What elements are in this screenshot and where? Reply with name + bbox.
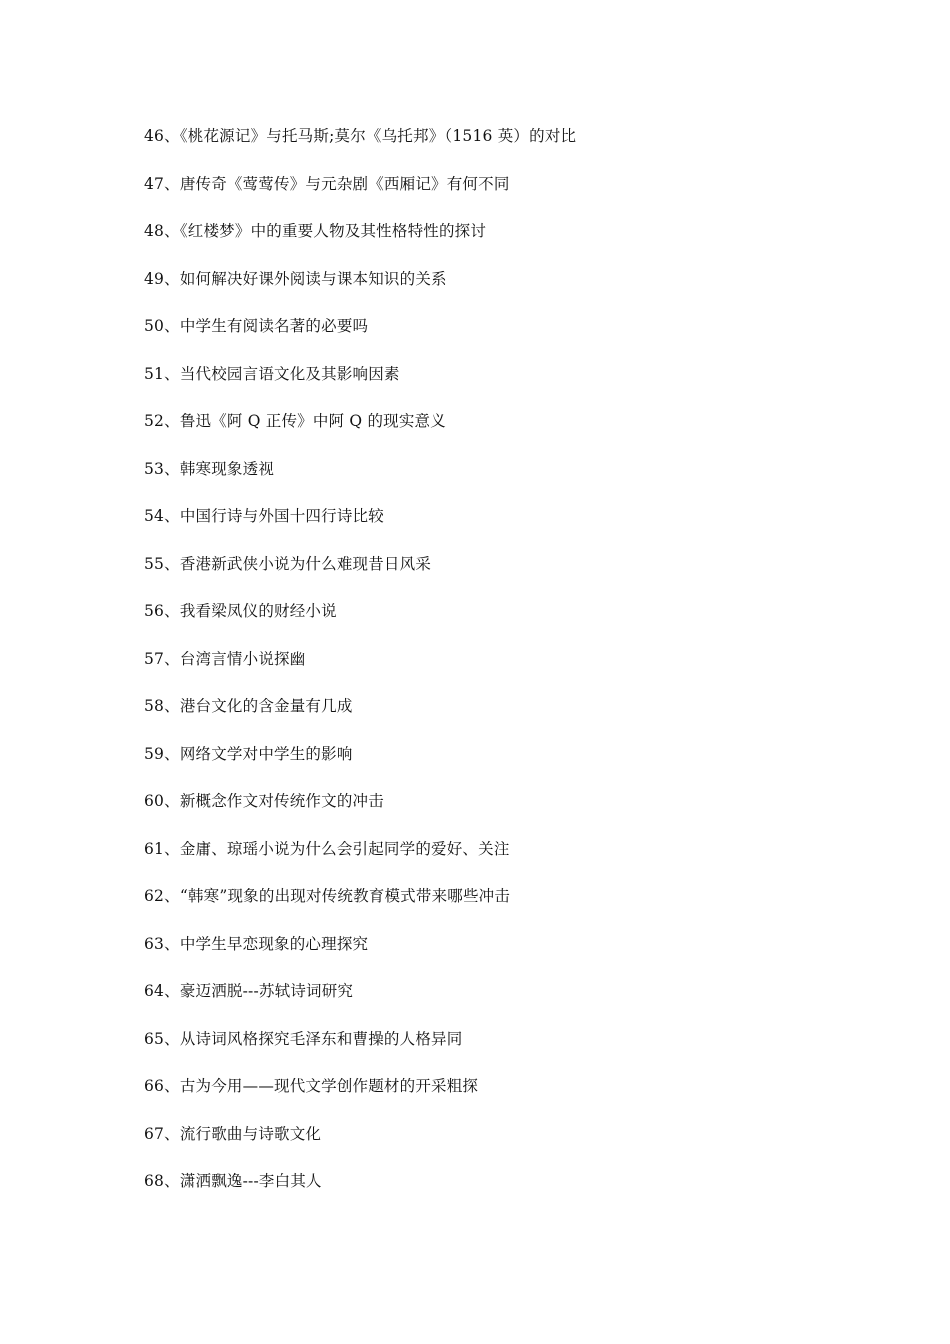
topic-list bbox=[144, 122, 576, 1215]
topic-item-54: 54、中国行诗与外国十四行诗比较 bbox=[144, 507, 384, 525]
topic-item-66: 66、古为今用——现代文学创作题材的开采粗探 bbox=[144, 1077, 479, 1095]
topic-item-64: 64、豪迈洒脱---苏轼诗词研究 bbox=[144, 982, 354, 1000]
topic-item-55: 55、香港新武侠小说为什么难现昔日风采 bbox=[144, 554, 432, 573]
topic-item-47: 47、唐传奇《莺莺传》与元杂剧《西厢记》有何不同 bbox=[144, 174, 510, 193]
topic-item-49: 49、如何解决好课外阅读与课本知识的关系 bbox=[144, 269, 447, 288]
topic-item-52: 52、鲁迅《阿 Q 正传》中阿 Q 的现实意义 bbox=[144, 412, 446, 430]
topic-item-63: 63、中学生早恋现象的心理探究 bbox=[144, 934, 369, 953]
topic-item-50: 50、中学生有阅读名著的必要吗 bbox=[144, 317, 369, 335]
topic-item-53: 53、韩寒现象透视 bbox=[144, 459, 275, 478]
topic-item-67: 67、流行歌曲与诗歌文化 bbox=[144, 1124, 322, 1143]
topic-item-68: 68、潇洒飘逸---李白其人 bbox=[144, 1172, 322, 1190]
topic-item-61: 61、金庸、琼瑶小说为什么会引起同学的爱好、关注 bbox=[144, 839, 510, 858]
topic-item-48: 48、《红楼梦》中的重要人物及其性格特性的探讨 bbox=[144, 222, 487, 240]
topic-item-57: 57、台湾言情小说探幽 bbox=[144, 649, 306, 668]
topic-item-60: 60、新概念作文对传统作文的冲击 bbox=[144, 792, 384, 810]
topic-item-46: 46、《桃花源记》与托马斯;莫尔《乌托邦》（1516 英）的对比 bbox=[144, 127, 577, 145]
topic-item-62: 62、“韩寒”现象的出现对传统教育模式带来哪些冲击 bbox=[144, 887, 511, 905]
topic-item-59: 59、网络文学对中学生的影响 bbox=[144, 744, 353, 763]
topic-item-51: 51、当代校园言语文化及其影响因素 bbox=[144, 364, 400, 383]
topic-item-56: 56、我看梁凤仪的财经小说 bbox=[144, 602, 337, 620]
topic-item-58: 58、港台文化的含金量有几成 bbox=[144, 697, 353, 715]
topic-item-65: 65、从诗词风格探究毛泽东和曹操的人格异同 bbox=[144, 1029, 463, 1048]
